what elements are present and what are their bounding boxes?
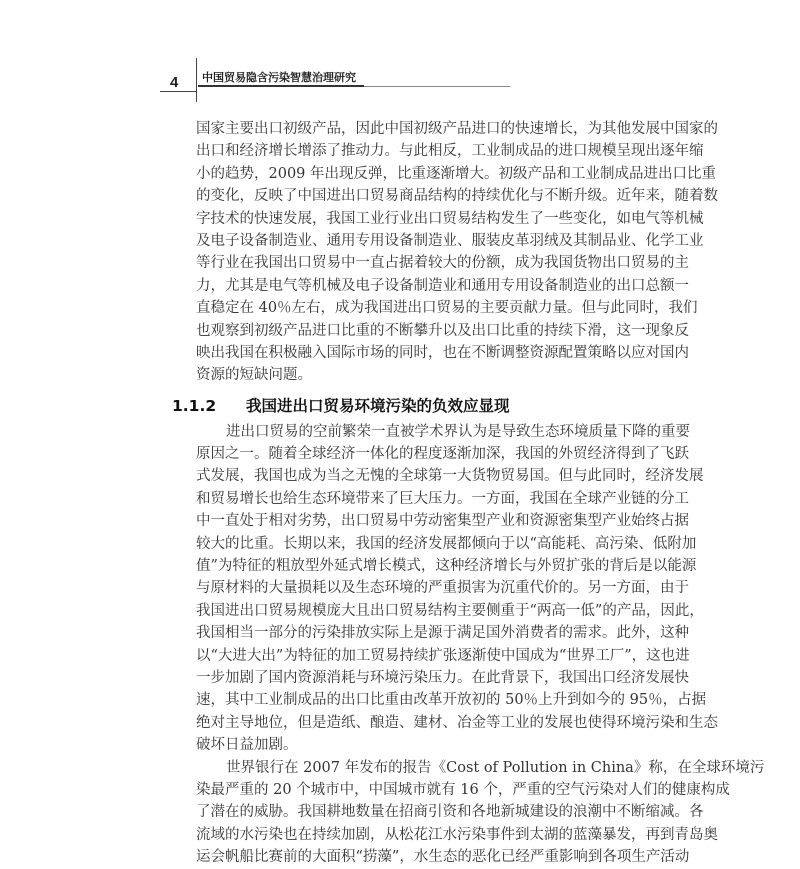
section-heading <box>172 390 614 423</box>
paragraph <box>196 421 718 757</box>
text-line: 国家主要出口初级产品，因此中国初级产品进口的快速增长，为其他发展中国家的 <box>196 121 718 137</box>
text-line: 映出我国在积极融入国际市场的同时，也在不断调整资源配置策略以应对国内 <box>196 344 689 361</box>
text-line: 速，其中工业制成品的出口比重由改革开放初的 50％上升到如今的 95％，占据 <box>196 692 707 709</box>
text-line: 运会帆船比赛前的大面积“捞藻”，水生态的恶化已经严重影响到各项生产活动 <box>196 849 690 866</box>
text-line: 直稳定在 40％左右，成为我国进出口贸易的主要贡献力量。但与此同时，我们 <box>196 300 698 317</box>
text-line: 世界银行在 2007 年发布的报告《Cost of Pollution in China》称，在全球环境污 <box>226 759 765 776</box>
text-line: 中一直处于相对劣势，出口贸易中劳动密集型产业和资源密集型产业始终占据 <box>196 513 689 530</box>
header-vertical-rule <box>196 58 197 102</box>
text-line: 资源的短缺问题。 <box>196 367 312 384</box>
page-number: 4 <box>170 74 179 91</box>
header-left-rule <box>160 91 196 92</box>
text-line: 值”为特征的粗放型外延式增长模式，这种经济增长与外贸扩张的背后是以能源 <box>196 558 697 575</box>
text-line: 小的趋势，2009 年出现反弹，比重逐渐增大。初级产品和工业制成品进出口比重 <box>196 165 717 182</box>
text-line: 破坏日益加剧。 <box>196 737 298 754</box>
text-line: 进出口贸易的空前繁荣一直被学术界认为是导致生态环境质量下降的重要 <box>226 423 690 440</box>
header-rule <box>364 86 510 87</box>
text-line: 流域的水污染也在持续加剧，从松花江水污染事件到太湖的蓝藻暴发，再到青岛奥 <box>196 826 718 843</box>
paragraph <box>196 757 765 869</box>
text-line: 出口和经济增长增添了推动力。与此相反，工业制成品的进口规模呈现出逐年缩 <box>196 143 704 160</box>
text-line: 也观察到初级产品进口比重的不断攀升以及出口比重的持续下滑，这一现象反 <box>196 322 689 339</box>
text-line: 的变化，反映了中国进出口贸易商品结构的持续优化与不断升级。近年来，随着数 <box>196 188 718 205</box>
text-line: 我国进出口贸易规模庞大且出口贸易结构主要侧重于“两高一低”的产品，因此， <box>196 602 704 619</box>
text-line: 较大的比重。长期以来，我国的经济发展都倾向于以“高能耗、高污染、低附加 <box>196 535 697 552</box>
paragraph <box>196 118 718 387</box>
running-title: 中国贸易隐含污染智慧治理研究 <box>202 71 356 84</box>
text-line: 绝对主导地位，但是造纸、酿造、建材、冶金等工业的发展也使得环境污染和生态 <box>196 714 718 731</box>
text-line: 力，尤其是电气等机械及电子设备制造业和通用专用设备制造业的出口总额一 <box>196 277 689 294</box>
text-line: 字技术的快速发展，我国工业行业出口贸易结构发生了一些变化，如电气等机械 <box>196 210 704 227</box>
text-line: 了潜在的威胁。我国耕地数量在招商引资和各地新城建设的浪潮中不断缩减。各 <box>196 804 704 821</box>
text-line: 等行业在我国出口贸易中一直占据着较大的份额，成为我国货物出口贸易的主 <box>196 255 689 272</box>
text-line: 与原材料的大量损耗以及生态环境的严重损害为沉重代价的。另一方面，由于 <box>196 580 689 597</box>
section-title: 我国进出口贸易环境污染的负效应显现 <box>246 396 510 415</box>
page-body <box>172 118 765 869</box>
section-number: 1.1.2 <box>172 396 217 415</box>
text-line: 以“大进大出”为特征的加工贸易持续扩张逐渐使中国成为“世界工厂”，这也进 <box>196 647 690 664</box>
text-line: 一步加剧了国内资源消耗与环境污染压力。在此背景下，我国出口经济发展快 <box>196 669 689 686</box>
text-line: 原因之一。随着全球经济一体化的程度逐渐加深，我国的外贸经济得到了飞跃 <box>196 446 689 463</box>
text-line: 和贸易增长也给生态环境带来了巨大压力。一方面，我国在全球产业链的分工 <box>196 490 689 507</box>
text-line: 式发展，我国也成为当之无愧的全球第一大货物贸易国。但与此同时，经济发展 <box>196 468 704 485</box>
running-title-underline <box>198 85 364 87</box>
text-line: 及电子设备制造业、通用专用设备制造业、服装皮革羽绒及其制品业、化学工业 <box>196 232 704 249</box>
text-line: 染最严重的 20 个城市中，中国城市就有 16 个，严重的空气污染对人们的健康构成 <box>196 781 730 798</box>
text-line: 我国相当一部分的污染排放实际上是源于满足国外消费者的需求。此外，这种 <box>196 625 689 642</box>
